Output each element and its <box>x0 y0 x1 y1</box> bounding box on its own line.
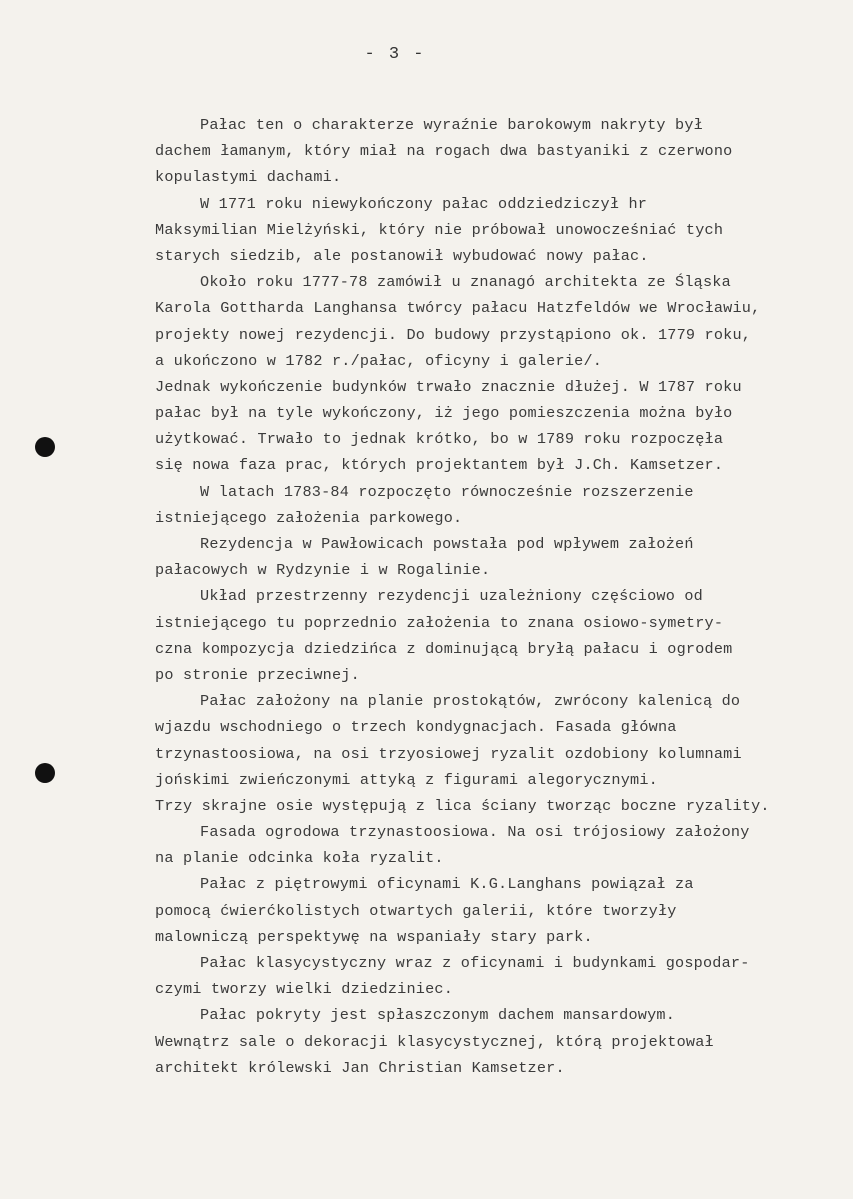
text-line: projekty nowej rezydencji. Do budowy przystąpiono ok. 1779 roku, <box>155 325 752 344</box>
text-line: wjazdu wschodniego o trzech kondygnacjach. Fasada główna <box>155 718 677 737</box>
text-line: pałac był na tyle wykończony, iż jego pomieszczenia można było <box>155 404 733 423</box>
text-line: Pałac z piętrowymi oficynami K.G.Langhans powiązał za <box>200 875 694 894</box>
text-line: Karola Gottharda Langhansa twórcy pałacu Hatzfeldów we Wrocławiu, <box>155 299 761 318</box>
text-line: pomocą ćwierćkolistych otwartych galerii, które tworzyły <box>155 901 677 920</box>
text-line: Około roku 1777-78 zamówił u znanagó architekta ze Śląska <box>200 273 731 292</box>
text-line: pałacowych w Rydzynie i w Rogalinie. <box>155 561 491 580</box>
punch-hole-top <box>35 437 55 457</box>
document-body <box>155 112 850 1081</box>
text-line: Układ przestrzenny rezydencji uzależniony częściowo od <box>200 587 703 606</box>
punch-hole-bottom <box>35 763 55 783</box>
text-line: architekt królewski Jan Christian Kamsetzer. <box>155 1058 565 1077</box>
text-line: Rezydencja w Pawłowicach powstała pod wpływem założeń <box>200 535 694 553</box>
text-line: Jednak wykończenie budynków trwało znacznie dłużej. W 1787 roku <box>155 377 742 396</box>
text-line: Fasada ogrodowa trzynastoosiowa. Na osi trójosiowy założony <box>200 823 750 842</box>
text-line: W latach 1783-84 rozpoczęto równocześnie rozszerzenie <box>200 482 694 501</box>
text-line: malowniczą perspektywę na wspaniały stary park. <box>155 927 593 946</box>
text-line: trzynastoosiowa, na osi trzyosiowej ryzalit ozdobiony kolumnami <box>155 744 742 763</box>
text-line: W 1771 roku niewykończony pałac oddziedziczył hr <box>200 194 648 213</box>
text-line: starych siedzib, ale postanowił wybudować nowy pałac. <box>155 246 649 265</box>
text-line: a ukończono w 1782 r./pałac, oficyny i galerie/. <box>155 351 603 370</box>
text-line: czna kompozycja dziedzińca z dominującą bryłą pałacu i ogrodem <box>155 639 733 658</box>
text-line: użytkować. Trwało to jednak krótko, bo w 1789 roku rozpoczęła <box>155 430 724 449</box>
text-line: Maksymilian Mielżyński, który nie próbował unowocześniać tych <box>155 220 724 239</box>
page-number: - 3 - <box>364 45 426 64</box>
text-line: Trzy skrajne osie występują z lica ściany tworząc boczne ryzality. <box>155 796 770 815</box>
text-line: Pałac klasycystyczny wraz z oficynami i budynkami gospodar- <box>200 954 750 972</box>
text-line: po stronie przeciwnej. <box>155 665 360 684</box>
text-line: istniejącego założenia parkowego. <box>155 508 463 527</box>
text-line: czymi tworzy wielki dziedziniec. <box>155 980 454 999</box>
text-line: się nowa faza prac, których projektantem był J.Ch. Kamsetzer. <box>155 456 724 475</box>
text-line: Wewnątrz sale o dekoracji klasycystycznej, którą projektował <box>155 1032 714 1051</box>
text-line: na planie odcinka koła ryzalit. <box>155 849 444 868</box>
text-line: kopulastymi dachami. <box>155 168 342 187</box>
text-line: Pałac ten o charakterze wyraźnie barokowym nakryty był <box>200 116 703 134</box>
text-line: dachem łamanym, który miał na rogach dwa bastyaniki z czerwono <box>155 142 733 161</box>
text-line: istniejącego tu poprzednio założenia to znana osiowo-symetry- <box>155 613 724 632</box>
text-line: Pałac założony na planie prostokątów, zwrócony kalenicą do <box>200 692 741 711</box>
text-line: Pałac pokryty jest spłaszczonym dachem mansardowym. <box>200 1006 676 1025</box>
text-line: jońskimi zwieńczonymi attyką z figurami alegorycznymi. <box>155 770 658 789</box>
